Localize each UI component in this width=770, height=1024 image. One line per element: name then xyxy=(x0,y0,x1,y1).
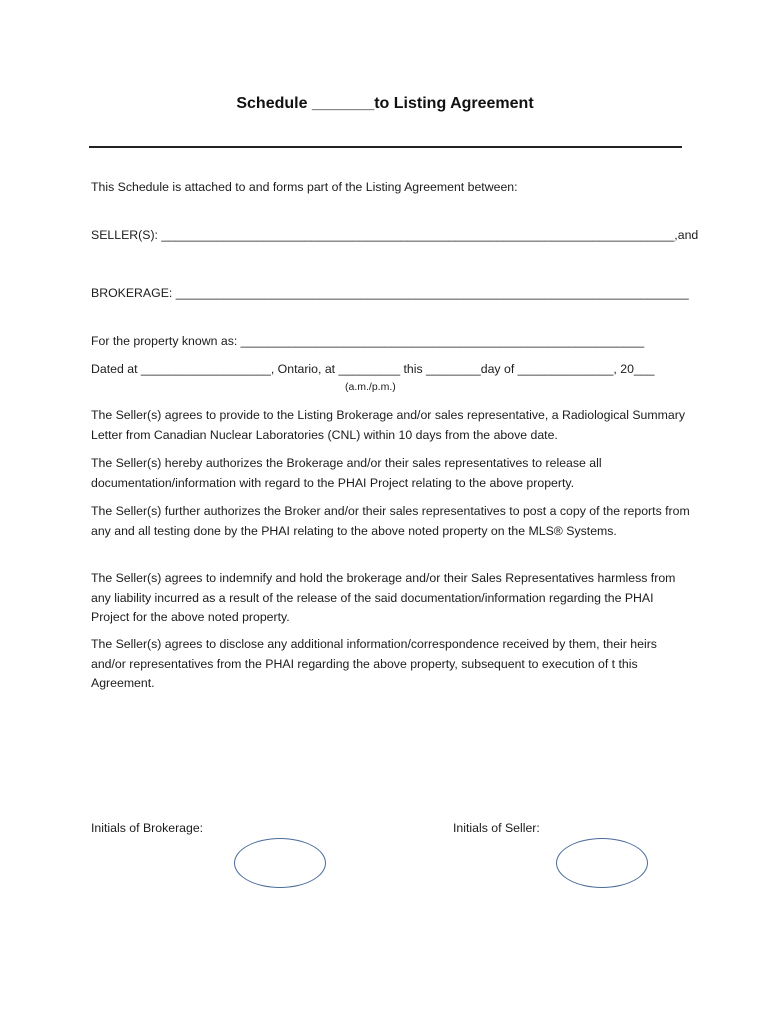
ampm-label: (a.m./p.m.) xyxy=(345,381,396,393)
paragraph-release-authorization: The Seller(s) hereby authorizes the Brokerage and/or their sales representatives to release all documentation/information with regard to the PHAI Project relating to the above property. xyxy=(91,456,602,490)
seller-field[interactable]: SELLER(S): ___________________________________________________________________________,and xyxy=(91,228,699,242)
initials-brokerage-label: Initials of Brokerage: xyxy=(91,821,204,835)
title-divider xyxy=(89,146,682,148)
brokerage-field[interactable]: BROKERAGE: ___________________________________________________________________________ xyxy=(91,286,689,300)
paragraph-mls-posting: The Seller(s) further authorizes the Broker and/or their sales representatives to post a copy of the reports from any and all testing done by the PHAI relating to the above noted property on the MLS® Systems. xyxy=(91,504,690,538)
page-title: Schedule _______to Listing Agreement xyxy=(236,95,534,112)
initials-seller-label: Initials of Seller: xyxy=(453,821,540,835)
brokerage-initials-oval[interactable] xyxy=(234,838,326,888)
paragraph-radiological-letter: The Seller(s) agrees to provide to the Listing Brokerage and/or sales representative, a Radiological Summary Letter from Canadian Nuclear Laboratories (CNL) within 10 days from the above date. xyxy=(91,408,685,442)
seller-initials-oval[interactable] xyxy=(556,838,648,888)
paragraph-disclose: The Seller(s) agrees to disclose any additional information/correspondence received by them, their heirs and/or representatives from the PHAI regarding the above property, subsequent to execution of t this Agreement. xyxy=(91,637,657,690)
dated-field[interactable]: Dated at ___________________, Ontario, at _________ this ________day of ______________, 20___ xyxy=(91,362,655,376)
intro-text: This Schedule is attached to and forms part of the Listing Agreement between: xyxy=(91,180,518,194)
paragraph-indemnify: The Seller(s) agrees to indemnify and hold the brokerage and/or their Sales Representatives harmless from any liability incurred as a result of the release of the said documentation/information regarding the PHAI Project for the above noted property. xyxy=(91,571,676,624)
property-field[interactable]: For the property known as: ___________________________________________________________ xyxy=(91,334,645,348)
